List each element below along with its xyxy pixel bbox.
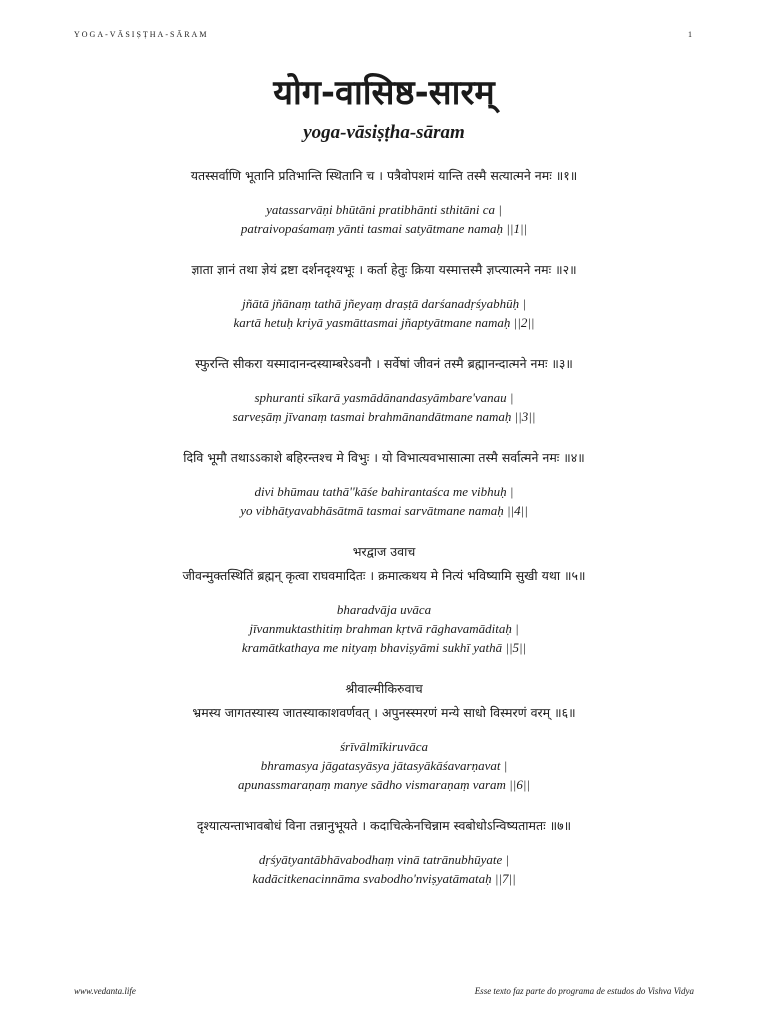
verse-3 bbox=[60, 354, 708, 426]
verse-speaker: भरद्वाज उवाच bbox=[352, 544, 416, 559]
verse-devanagari: जीवन्मुक्तस्थितिं ब्रह्मन् कृत्वा राघवमादितः । क्रमात्कथय मे नित्यं भविष्यामि सुखी यथा ॥५॥ bbox=[182, 568, 586, 583]
verse-transliteration bbox=[60, 200, 708, 238]
verse-transliteration bbox=[60, 600, 708, 657]
running-title: YOGA-VĀSIṢṬHA-SĀRAM bbox=[74, 30, 209, 39]
translit-line: kadācitkenacinnāma svabodho'nviṣyatāmataḥ ||7|| bbox=[252, 871, 516, 886]
translit-speaker: bharadvāja uvāca bbox=[336, 602, 432, 617]
translit-line: apunassmaraṇaṃ manye sādho vismaraṇaṃ varam ||6|| bbox=[238, 777, 530, 792]
translit-line: sphuranti sīkarā yasmādānandasyāmbare'vanau | bbox=[254, 390, 514, 405]
verse-devanagari: ज्ञाता ज्ञानं तथा ज्ञेयं द्रष्टा दर्शनदृश्यभूः । कर्ता हेतुः क्रिया यस्मात्तस्मै ज्ञप्त्यात्मने नमः ॥२॥ bbox=[191, 262, 577, 277]
translit-line: yatassarvāṇi bhūtāni pratibhānti sthitāni ca | bbox=[266, 202, 502, 217]
page-number: 1 bbox=[688, 30, 694, 39]
title-block bbox=[0, 68, 768, 144]
translit-line: jīvanmuktasthitiṃ brahman kṛtvā rāghavamāditaḥ | bbox=[249, 621, 519, 636]
translit-line: jñātā jñānaṃ tathā jñeyaṃ draṣṭā darśanadṛśyabhūḥ | bbox=[242, 296, 526, 311]
title-roman: yoga-vāsiṣṭha-sāram bbox=[303, 122, 465, 143]
verse-devanagari: यतस्सर्वाणि भूतानि प्रतिभान्ति स्थितानि च । पत्रैवोपशमं यान्ति तस्मै सत्यात्मने नमः ॥१॥ bbox=[190, 168, 578, 183]
verse-transliteration bbox=[60, 737, 708, 794]
translit-line: patraivopaśamaṃ yānti tasmai satyātmane namaḥ ||1|| bbox=[240, 221, 528, 236]
verse-transliteration bbox=[60, 850, 708, 888]
verse-1 bbox=[60, 166, 708, 238]
verse-transliteration bbox=[60, 482, 708, 520]
translit-line: yo vibhātyavabhāsātmā tasmai sarvātmane namaḥ ||4|| bbox=[240, 503, 528, 518]
verse-transliteration bbox=[60, 294, 708, 332]
verse-5 bbox=[60, 542, 708, 657]
translit-line: dṛśyātyantābhāvabodhaṃ vinā tatrānubhūyate | bbox=[258, 852, 510, 867]
translit-line: sarveṣāṃ jīvanaṃ tasmai brahmānandātmane namaḥ ||3|| bbox=[232, 409, 536, 424]
verse-transliteration bbox=[60, 388, 708, 426]
verse-speaker: श्रीवाल्मीकिरुवाच bbox=[345, 681, 423, 696]
verses-container bbox=[60, 166, 708, 910]
page-header bbox=[74, 30, 694, 39]
verse-7 bbox=[60, 816, 708, 888]
translit-line: divi bhūmau tathā''kāśe bahirantaśca me vibhuḥ | bbox=[254, 484, 514, 499]
verse-2 bbox=[60, 260, 708, 332]
verse-devanagari: स्फुरन्ति सीकरा यस्मादानन्दस्याम्बरेऽवनौ । सर्वेषां जीवनं तस्मै ब्रह्मानन्दात्मने नमः ॥३॥ bbox=[195, 356, 573, 371]
verse-6 bbox=[60, 679, 708, 794]
verse-devanagari: दिवि भूमौ तथाऽऽकाशे बहिरन्तश्च मे विभुः । यो विभात्यवभासात्मा तस्मै सर्वात्मने नमः ॥४॥ bbox=[183, 450, 585, 465]
translit-speaker: śrīvālmīkiruvāca bbox=[339, 739, 429, 754]
verse-devanagari: दृश्यात्यन्ताभावबोधं विना तन्नानुभूयते । कदाचित्केनचिन्नाम स्वबोधोऽन्विष्यतामतः ॥७॥ bbox=[196, 818, 572, 833]
footer-website[interactable]: www.vedanta.life bbox=[74, 986, 136, 996]
verse-4 bbox=[60, 448, 708, 520]
page-footer bbox=[74, 986, 694, 996]
title-devanagari: योग-वासिष्ठ-सारम् bbox=[273, 73, 495, 113]
translit-line: kramātkathaya me nityaṃ bhaviṣyāmi sukhī yathā ||5|| bbox=[241, 640, 527, 655]
verse-devanagari: भ्रमस्य जागतस्यास्य जातस्याकाशवर्णवत् । अपुनस्स्मरणं मन्ये साधो विस्मरणं वरम् ॥६॥ bbox=[192, 705, 576, 720]
footer-note: Esse texto faz parte do programa de estudos do Vishva Vidya bbox=[474, 986, 694, 996]
translit-line: bhramasya jāgatasyāsya jātasyākāśavarṇavat | bbox=[260, 758, 508, 773]
translit-line: kartā hetuḥ kriyā yasmāttasmai jñaptyātmane namaḥ ||2|| bbox=[233, 315, 535, 330]
